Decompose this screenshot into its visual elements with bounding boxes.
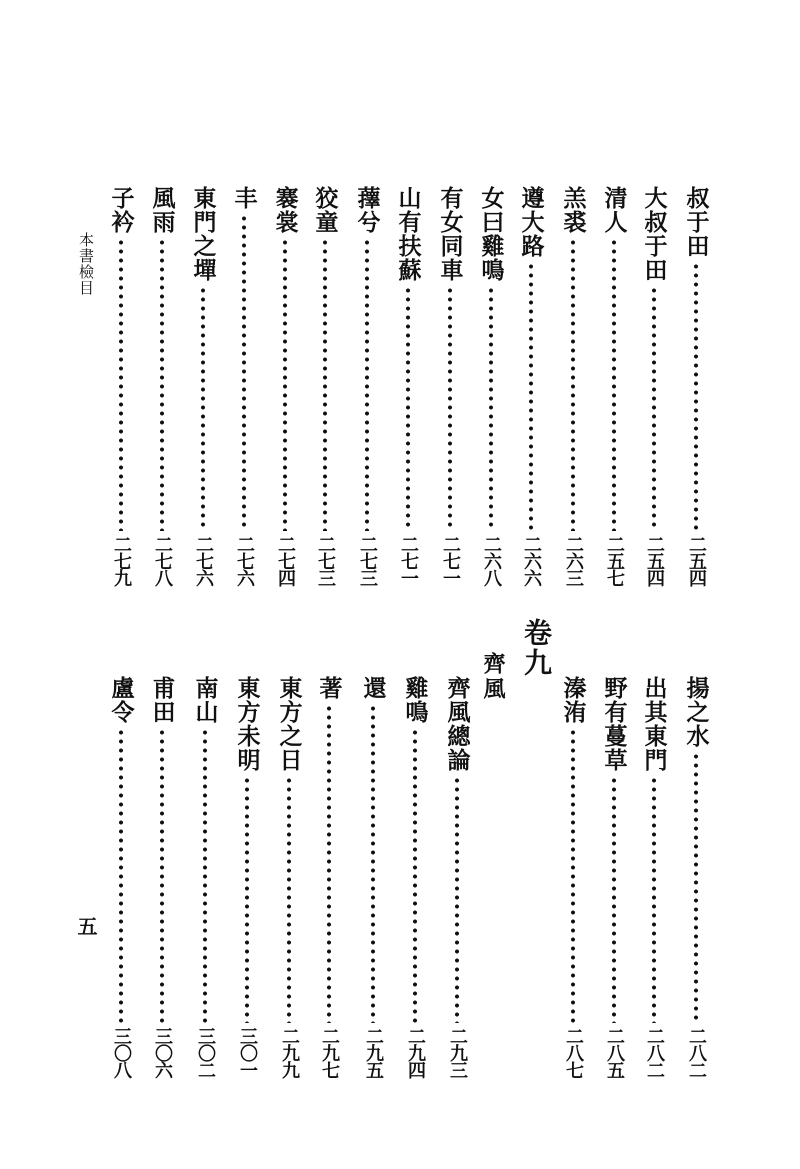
toc-entry: [474, 186, 508, 586]
toc-entry: [104, 676, 138, 1078]
toc-entry: [556, 186, 590, 586]
entry-title: 羔裘: [559, 186, 587, 234]
dot-leader: [454, 776, 460, 1023]
entry-page-number: 二七六: [234, 535, 255, 586]
toc-entry: [637, 676, 671, 1078]
entry-title: 有女同車: [436, 186, 464, 282]
entry-page-number: 二五四: [686, 535, 707, 586]
entry-title: 南山: [191, 676, 219, 724]
toc-entry: [227, 186, 261, 586]
dot-leader: [693, 262, 699, 531]
toc-entry: [597, 186, 631, 586]
dot-leader: [364, 238, 370, 531]
entry-page-number: 三〇八: [111, 1027, 132, 1078]
entry-title: 叔于田: [682, 186, 710, 258]
entry-page-number: 二八二: [686, 1027, 707, 1078]
entry-title: 著: [315, 676, 343, 700]
toc-entry: [188, 676, 222, 1078]
entry-title: 風雨: [148, 186, 176, 234]
entry-page-number: 二八二: [644, 1027, 665, 1078]
entry-page-number: 三〇六: [152, 1027, 173, 1078]
dot-leader: [282, 238, 288, 531]
entry-title: 甫田: [148, 676, 176, 724]
entry-title: 東方未明: [233, 676, 261, 772]
dot-leader: [488, 286, 494, 531]
entry-page-number: 二七三: [315, 535, 336, 586]
toc-entry: [145, 676, 179, 1078]
entry-page-number: 三〇二: [195, 1027, 216, 1078]
entry-page-number: 二九三: [447, 1027, 468, 1078]
entry-page-number: 二五七: [604, 535, 625, 586]
dot-leader: [326, 704, 332, 1023]
entry-page-number: 二七八: [152, 535, 173, 586]
entry-page-number: 二九五: [363, 1027, 384, 1078]
dot-leader: [570, 728, 576, 1023]
dot-leader: [118, 728, 124, 1023]
entry-page-number: 二七四: [275, 535, 296, 586]
dot-leader: [693, 752, 699, 1023]
toc-entry: [398, 676, 432, 1078]
entry-page-number: 二七一: [440, 535, 461, 586]
toc-entry: [679, 676, 713, 1078]
entry-page-number: 二六三: [563, 535, 584, 586]
dot-leader: [570, 238, 576, 531]
dot-leader: [200, 286, 206, 531]
page-number: 五: [74, 916, 98, 936]
entry-page-number: 三〇一: [237, 1027, 258, 1078]
toc-entry: [104, 186, 138, 586]
entry-title: 盧令: [107, 676, 135, 724]
toc-entry: [308, 186, 342, 586]
toc-entry: [356, 676, 390, 1078]
dot-leader: [241, 214, 247, 531]
entry-page-number: 二七九: [111, 535, 132, 586]
entry-page-number: 二八七: [563, 1027, 584, 1078]
toc-entry: [514, 186, 548, 586]
toc-entry: [272, 676, 306, 1078]
dot-leader: [405, 286, 411, 531]
toc-entry: [268, 186, 302, 586]
entry-title: 東門之墠: [189, 186, 217, 282]
toc-entry: [597, 676, 631, 1078]
entry-title: 褰裳: [271, 186, 299, 234]
toc-entry: [440, 676, 474, 1078]
entry-title: 出其東門: [640, 676, 668, 772]
dot-leader: [447, 286, 453, 531]
entry-page-number: 二七三: [357, 535, 378, 586]
entry-page-number: 二九九: [279, 1027, 300, 1078]
dot-leader: [322, 238, 328, 531]
dot-leader: [611, 776, 617, 1023]
dot-leader: [412, 728, 418, 1023]
entry-page-number: 二八五: [604, 1027, 625, 1078]
entry-title: 大叔于田: [640, 186, 668, 282]
entry-title: 東方之日: [275, 676, 303, 772]
volume-heading: 卷九: [520, 618, 553, 678]
toc-entry: [637, 186, 671, 586]
entry-page-number: 二五四: [644, 535, 665, 586]
entry-title: 雞鳴: [401, 676, 429, 724]
toc-entry: [679, 186, 713, 586]
entry-title: 野有蔓草: [600, 676, 628, 772]
section-heading: 齊風: [480, 652, 506, 702]
running-title: 本書檢目: [77, 232, 95, 296]
entry-title: 女曰雞鳴: [477, 186, 505, 282]
dot-leader: [528, 262, 534, 531]
toc-entry: [391, 186, 425, 586]
dot-leader: [651, 286, 657, 531]
entry-title: 丰: [230, 186, 258, 210]
entry-title: 清人: [600, 186, 628, 234]
toc-entry: [145, 186, 179, 586]
dot-leader: [159, 728, 165, 1023]
entry-title: 蘀兮: [353, 186, 381, 234]
dot-leader: [611, 238, 617, 531]
dot-leader: [651, 776, 657, 1023]
entry-title: 還: [359, 676, 387, 700]
entry-title: 山有扶蘇: [394, 186, 422, 282]
dot-leader: [118, 238, 124, 531]
entry-page-number: 二七六: [193, 535, 214, 586]
dot-leader: [202, 728, 208, 1023]
entry-page-number: 二七一: [398, 535, 419, 586]
toc-entry: [312, 676, 346, 1078]
entry-title: 遵大路: [517, 186, 545, 258]
entry-title: 子衿: [107, 186, 135, 234]
dot-leader: [244, 776, 250, 1023]
entry-page-number: 二九四: [405, 1027, 426, 1078]
entry-page-number: 二六六: [521, 535, 542, 586]
entry-title: 齊風總論: [443, 676, 471, 772]
dot-leader: [286, 776, 292, 1023]
entry-page-number: 二六八: [481, 535, 502, 586]
entry-page-number: 二九七: [319, 1027, 340, 1078]
toc-entry: [433, 186, 467, 586]
entry-title: 揚之水: [682, 676, 710, 748]
toc-entry: [230, 676, 264, 1078]
dot-leader: [159, 238, 165, 531]
entry-title: 溱洧: [559, 676, 587, 724]
dot-leader: [370, 704, 376, 1023]
toc-entry: [556, 676, 590, 1078]
toc-entry: [350, 186, 384, 586]
toc-entry: [186, 186, 220, 586]
entry-title: 狡童: [311, 186, 339, 234]
